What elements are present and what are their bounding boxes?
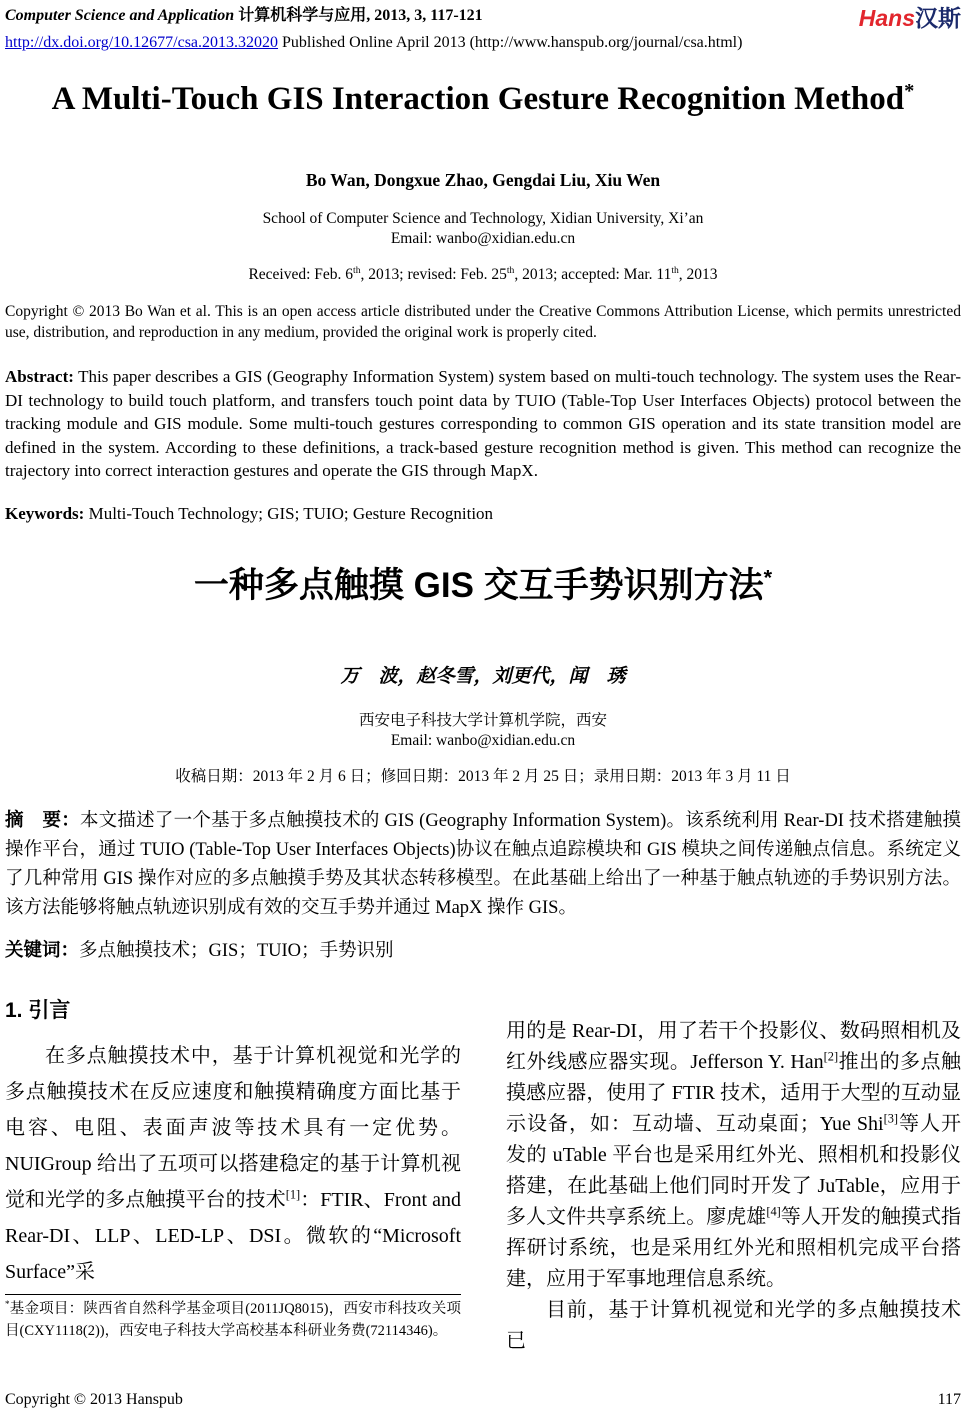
authors-zh: 万 波，赵冬雪，刘更代，闻 琇: [340, 665, 626, 687]
email-en: Email: wanbo@xidian.edu.cn: [390, 230, 576, 247]
footer-copyright: Copyright © 2013 Hanspub: [5, 1391, 183, 1408]
hans-publisher-logo: [859, 6, 961, 31]
keywords-label-en: Keywords:: [5, 503, 85, 523]
section-1-heading: 1. 引言: [5, 998, 71, 1022]
page-number: 117: [937, 1391, 961, 1408]
doi-line: [5, 33, 961, 53]
hans-logo-chinese: 汉斯: [915, 5, 961, 31]
paper-title-zh: [5, 563, 961, 609]
authors-en: Bo Wan, Dongxue Zhao, Gengdai Liu, Xiu Wen: [305, 170, 661, 190]
title-asterisk: *: [904, 80, 915, 102]
title-zh-asterisk: *: [763, 563, 773, 589]
published-online-info: Published Online April 2013 (http://www.hanspub.org/journal/csa.html): [282, 34, 743, 51]
right-column: [506, 998, 961, 1357]
keywords-label-zh: 关键词：: [5, 938, 80, 960]
keywords-text-zh: 多点触摸技术；GIS；TUIO；手势识别: [79, 940, 394, 961]
page-footer: [5, 1391, 961, 1409]
affiliation-zh: 西安电子科技大学计算机学院，西安: [358, 711, 607, 729]
intro-paragraph-right-1: 用的是 Rear-DI，用了若干个投影仪、数码照相机及红外线感应器实现。Jefferson Y. Han[2]推出的多点触摸感应器，使用了 FTIR 技术，适用于大型的互动显示设备，如：互动墙、互动桌面；Yue Shi[3]等人开发的 uTable 平台也是采用红外光、照相机和投影仪搭建，在此基础上他们同时开发了 JuTable，应用于多人文件共享系统上。廖虎雄[4]等人开发的触摸式指挥研讨系统，也是采用红外光和照相机完成平台搭建，应用于军事地理信息系统。: [506, 1019, 962, 1290]
doi-link[interactable]: http://dx.doi.org/10.12677/csa.2013.32020: [5, 34, 279, 51]
journal-header: [5, 6, 961, 31]
abstract-text-zh: 本文描述了一个基于多点触摸技术的 GIS (Geography Information System)。该系统利用 Rear-DI 技术搭建触摸操作平台，通过 TUIO (Table-Top User Interfaces Objects)协议在触点追踪模块和 GIS 模块之间传递触点信息。系统定义了几种常用 GIS 操作对应的多点触摸手势及其状态转移模型。在此基础上给出了一种基于触点轨迹的手势识别方法。该方法能够将触点轨迹识别成有效的交互手势并通过 MapX 操作 GIS。: [5, 810, 961, 918]
keywords-en: [5, 503, 961, 525]
abstract-text-en: This paper describes a GIS (Geography Information System) system based on multi-touch technology. The system uses the Rear-DI technology to build touch platform, and transfers touch point data by TUIO (Table-Top User Interfaces Objects) protocol between the tracking module and GIS module. Some multi-touch gestures corresponding to common GIS operation and its state transition model are defined in the system. According to these definitions, a track-based gesture recognition method is given. This method can recognize the trajectory into correct interaction gestures and operate the GIS through MapX.: [5, 367, 961, 480]
paper-title-zh-text: 一种多点触摸 GIS 交互手势识别方法: [193, 565, 764, 605]
two-column-body: [5, 998, 961, 1357]
paper-title-en: [5, 79, 961, 119]
keywords-zh: [5, 937, 961, 964]
affiliation-en: School of Computer Science and Technology, Xidian University, Xi’an: [262, 210, 704, 227]
email-zh: Email: wanbo@xidian.edu.cn: [390, 731, 576, 749]
copyright-notice: Copyright © 2013 Bo Wan et al. This is an open access article distributed under the Creative Commons Attribution License, which permits unrestricted use, distribution, and reproduction in any medium, provided the original work is properly cited.: [5, 303, 961, 341]
abstract-label-zh: 摘 要：: [5, 808, 80, 830]
journal-title-line: [5, 6, 483, 26]
abstract-en: [5, 365, 961, 483]
journal-title-en: Computer Science and Application: [5, 7, 235, 24]
abstract-zh: [5, 805, 961, 923]
footnote-rule: [5, 1294, 461, 1295]
intro-paragraph-right-2: 目前，基于计算机视觉和光学的多点触摸技术已: [506, 1298, 961, 1352]
paper-title-en-text: A Multi-Touch GIS Interaction Gesture Recognition Method: [51, 81, 905, 117]
journal-title-zh: 计算机科学与应用, 2013, 3, 117-121: [238, 7, 483, 24]
abstract-label-en: Abstract:: [5, 367, 74, 386]
keywords-text-en: Multi-Touch Technology; GIS; TUIO; Gesture Recognition: [88, 503, 494, 523]
left-column: [5, 998, 461, 1357]
received-dates-en: Received: Feb. 6th, 2013; revised: Feb. 25th, 2013; accepted: Mar. 11th, 2013: [248, 264, 718, 283]
funding-footnote: *基金项目：陕西省自然科学基金项目(2011JQ8015)，西安市科技攻关项目(CXY1118(2))，西安电子科技大学高校基本科研业务费(72114346)。: [5, 1298, 461, 1339]
hans-logo-latin: Hans: [858, 5, 915, 31]
received-dates-zh: 收稿日期：2013 年 2 月 6 日；修回日期：2013 年 2 月 25 日；录用日期：2013 年 3 月 11 日: [175, 767, 791, 785]
intro-paragraph-left: 在多点触摸技术中，基于计算机视觉和光学的多点触摸技术在反应速度和触摸精确度方面比基于电容、电阻、表面声波等技术具有一定优势。NUIGroup 给出了五项可以搭建稳定的基于计算机视觉和光学的多点触摸平台的技术[1]：FTIR、Front and Rear-DI、LLP、LED-LP、DSI。微软的“Microsoft Surface”采: [5, 1044, 462, 1283]
